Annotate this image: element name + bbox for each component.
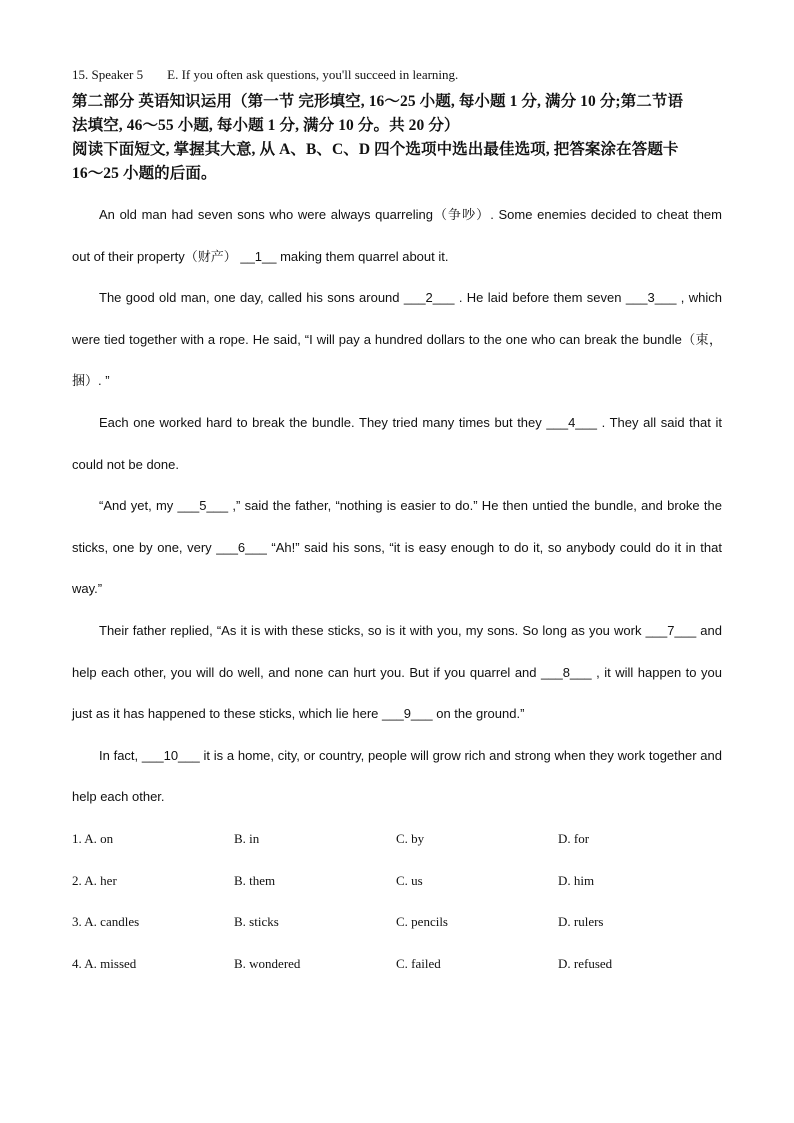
option-row-4 [72, 943, 722, 985]
option-row-3 [72, 901, 722, 943]
passage-paragraph-3: Each one worked hard to break the bundle. They tried many times but they ___4___ . They all said that it could not be done. [72, 414, 722, 472]
passage-paragraph-6: In fact, ___10___ it is a home, city, or country, people will grow rich and strong when they work together and help each other. [72, 747, 722, 805]
option-1-a: 1. A. on [72, 830, 114, 846]
option-row-2 [72, 860, 722, 902]
option-4-a: 4. A. missed [72, 955, 137, 971]
option-1-c: C. by [396, 830, 425, 846]
passage-paragraph-2: The good old man, one day, called his sons around ___2___ . He laid before them seven ___3___ , which were tied together with a rope. He said, “I will pay a hundred dollars to the one who can break the bundle（束，捆）. ” [72, 290, 722, 389]
answer-options [72, 818, 722, 984]
option-3-c: C. pencils [396, 914, 448, 930]
option-2-b: B. them [234, 872, 276, 888]
speaker-label: 15. Speaker 5 [72, 67, 144, 82]
cloze-passage [72, 194, 722, 818]
passage-paragraph-1: An old man had seven sons who were always quarreling（争吵）. Some enemies decided to cheat them out of their property（财产） __1__ making them quarrel about it. [72, 207, 722, 264]
option-2-c: C. us [396, 872, 423, 888]
option-2-a: 2. A. her [72, 872, 117, 888]
option-4-d: D. refused [558, 955, 613, 971]
instruction-line-2: 16～25 小题的后面。 [72, 165, 217, 182]
option-row-1 [72, 818, 722, 860]
section-heading-line-2: 法填空, 46～55 小题, 每小题 1 分, 满分 10 分。共 20 分） [72, 117, 460, 134]
option-3-a: 3. A. candles [72, 914, 140, 930]
speaker-option: E. If you often ask questions, you'll succeed in learning. [167, 67, 459, 82]
instruction-line-1: 阅读下面短文, 掌握其大意, 从 A、B、C、D 四个选项中选出最佳选项, 把答案涂在答题卡 [72, 141, 679, 158]
option-2-d: D. him [558, 872, 595, 888]
section-heading-line-1: 第二部分 英语知识运用（第一节 完形填空, 16～25 小题, 每小题 1 分, 满分 10 分;第二节语 [72, 93, 684, 110]
passage-paragraph-5: Their father replied, “As it is with these sticks, so is it with you, my sons. So long as you work ___7___ and help each other, you will do well, and none can hurt you. But if you quarrel and ___8___ , it will happen to you just as it has happened to these sticks, which lie here ___9___ on the ground.” [72, 622, 722, 722]
option-3-d: D. rulers [558, 914, 604, 930]
option-1-b: B. in [234, 830, 260, 846]
document-page [72, 66, 722, 984]
option-4-c: C. failed [396, 955, 441, 971]
passage-paragraph-4: “And yet, my ___5___ ,” said the father, “nothing is easier to do.” He then untied the bundle, and broke the sticks, one by one, very ___6___ “Ah!” said his sons, “it is easy enough to do it, so anybody could do it in that way.” [72, 498, 722, 597]
previous-question-line [72, 66, 722, 84]
option-1-d: D. for [558, 830, 590, 846]
option-3-b: B. sticks [234, 914, 279, 930]
section-heading [72, 90, 722, 186]
option-4-b: B. wondered [234, 955, 301, 971]
